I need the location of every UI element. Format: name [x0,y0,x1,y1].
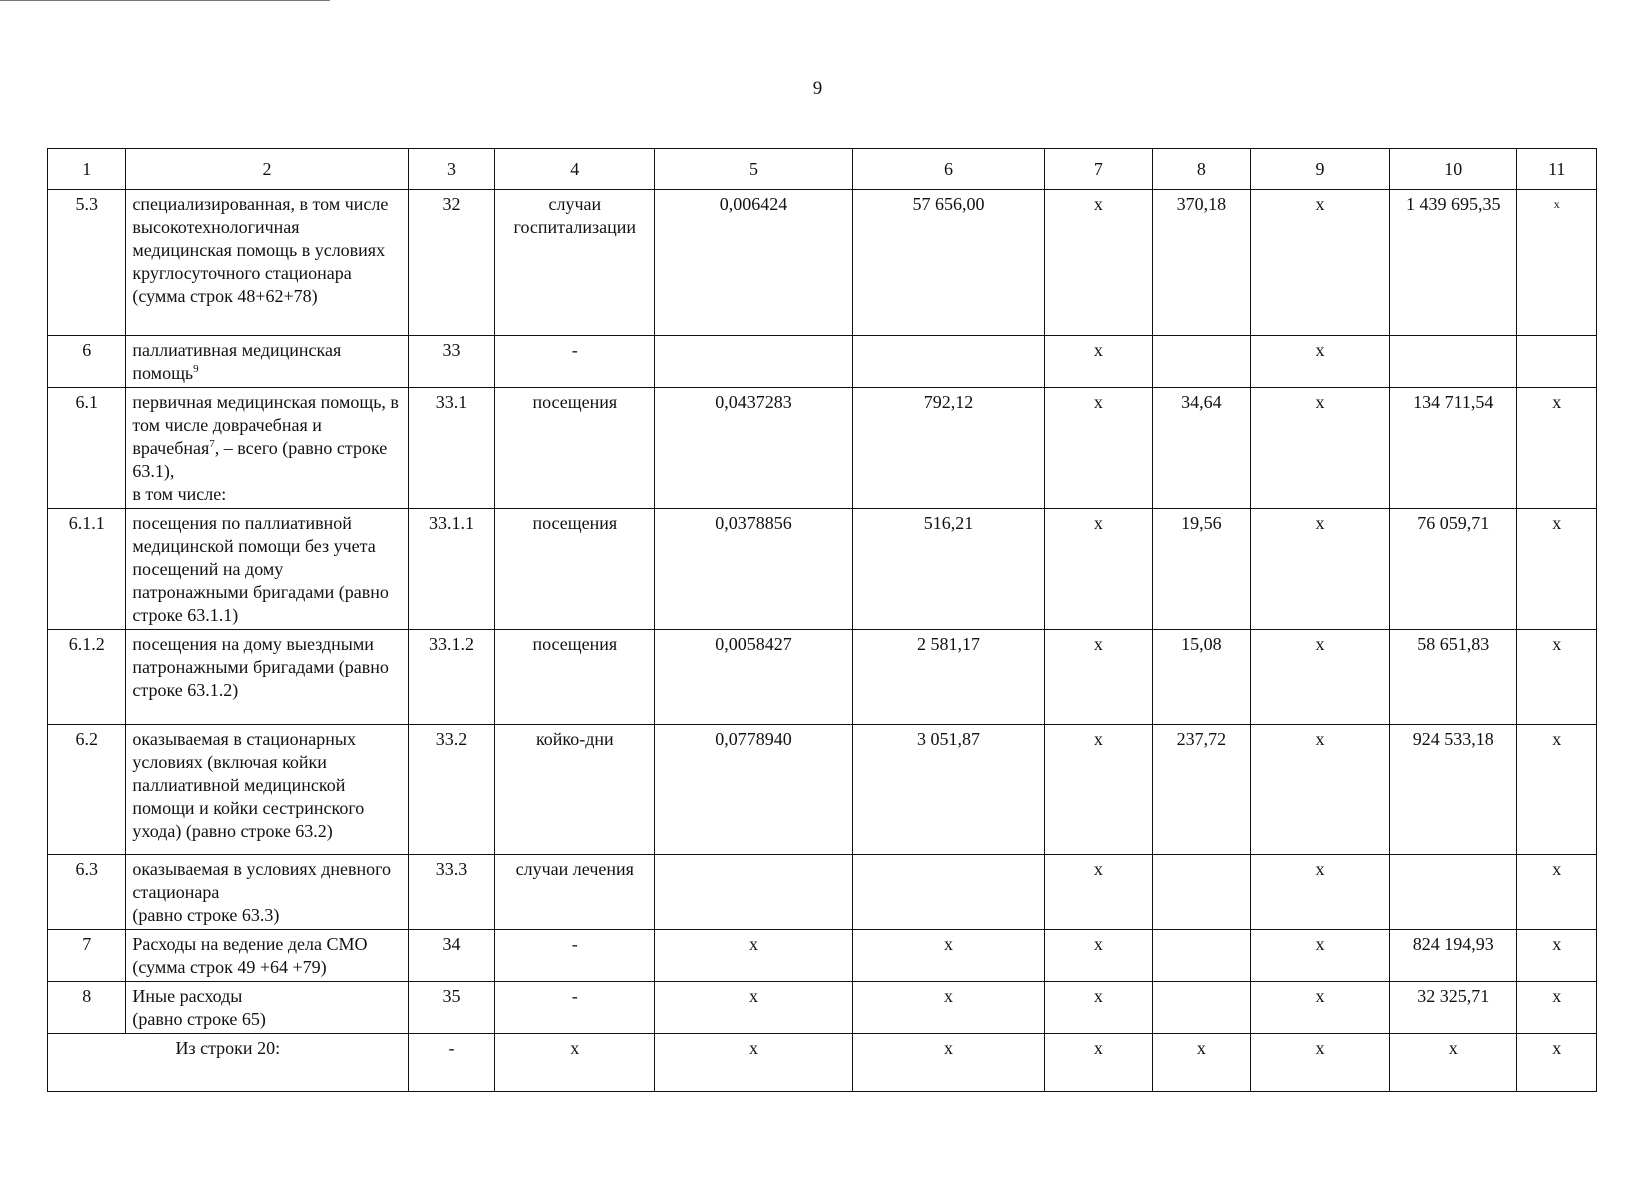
row-col11: х [1517,630,1597,725]
footer-col11: х [1517,1034,1597,1092]
row-name-text: в том числе: [132,484,227,504]
row-unit: посещения [495,388,655,509]
row-col9: х [1250,630,1389,725]
row-col11: х [1517,930,1597,982]
row-cost [852,336,1044,388]
row-number: 6.1 [48,388,126,509]
table-row [48,725,1597,855]
row-cost: 2 581,17 [852,630,1044,725]
row-name-text: (равно строке 63.3) [132,905,280,925]
row-col7: х [1045,509,1153,630]
row-number: 6.2 [48,725,126,855]
footer-norm: х [655,1034,853,1092]
row-unit: посещения [495,630,655,725]
table-row [48,336,1597,388]
row-line-code: 33.1.1 [408,509,495,630]
table-row [48,509,1597,630]
footer-col9: х [1250,1034,1389,1092]
row-col8 [1152,930,1250,982]
row-line-code: 33.2 [408,725,495,855]
row-norm [655,855,853,930]
row-unit: койко-дни [495,725,655,855]
row-col11: х [1517,725,1597,855]
row-col8: 34,64 [1152,388,1250,509]
row-unit: - [495,982,655,1034]
row-number: 8 [48,982,126,1034]
footnote-mark: 9 [193,363,199,375]
row-col11: х [1517,388,1597,509]
row-col8: 370,18 [1152,190,1250,336]
header-cell: 6 [852,149,1044,190]
row-name [126,982,408,1034]
row-col11: х [1517,982,1597,1034]
row-name-text: , – всего (равно строке 63.1), [132,438,388,481]
row-cost: 792,12 [852,388,1044,509]
row-line-code: 33.3 [408,855,495,930]
table-row [48,630,1597,725]
row-col7: х [1045,855,1153,930]
row-cost: 3 051,87 [852,725,1044,855]
row-cost: х [852,930,1044,982]
header-cell: 1 [48,149,126,190]
row-number: 6.1.2 [48,630,126,725]
data-table [47,148,1597,1092]
header-cell: 10 [1389,149,1517,190]
row-line-code: 33.1 [408,388,495,509]
header-cell: 4 [495,149,655,190]
row-col9: х [1250,982,1389,1034]
row-col9: х [1250,509,1389,630]
row-name-text: Иные расходы [132,986,243,1006]
row-col9: х [1250,725,1389,855]
row-norm: 0,006424 [655,190,853,336]
row-name-text: паллиативная медицинская помощь [132,340,342,383]
row-line-code: 35 [408,982,495,1034]
table-row [48,855,1597,930]
row-col7: х [1045,982,1153,1034]
row-col8 [1152,855,1250,930]
row-col9: х [1250,336,1389,388]
header-cell: 7 [1045,149,1153,190]
row-name [126,336,408,388]
row-col10: 924 533,18 [1389,725,1517,855]
header-cell: 3 [408,149,495,190]
row-name-text: оказываемая в условиях дневного стационара [132,859,392,902]
row-col10: 76 059,71 [1389,509,1517,630]
row-cost: 57 656,00 [852,190,1044,336]
footer-cost: х [852,1034,1044,1092]
row-col7: х [1045,336,1153,388]
page-number: 9 [812,78,823,99]
row-name-text: (равно строке 65) [132,1009,266,1029]
row-norm: 0,0778940 [655,725,853,855]
row-col9: х [1250,855,1389,930]
table-row [48,388,1597,509]
row-col8: 237,72 [1152,725,1250,855]
row-col10: 32 325,71 [1389,982,1517,1034]
row-norm: х [655,982,853,1034]
row-col11 [1517,336,1597,388]
row-col7: х [1045,725,1153,855]
header-cell: 11 [1517,149,1597,190]
row-col11: х [1517,509,1597,630]
row-col10 [1389,336,1517,388]
row-number: 6.3 [48,855,126,930]
row-col10: 58 651,83 [1389,630,1517,725]
row-col10 [1389,855,1517,930]
footer-line-code: - [408,1034,495,1092]
header-cell: 5 [655,149,853,190]
row-col8 [1152,982,1250,1034]
footer-unit: х [495,1034,655,1092]
footer-col7: х [1045,1034,1153,1092]
row-norm: х [655,930,853,982]
row-col8 [1152,336,1250,388]
row-col7: х [1045,630,1153,725]
table-footer-row [48,1034,1597,1092]
row-cost [852,855,1044,930]
row-col9: х [1250,388,1389,509]
footnote-mark: 7 [209,438,215,450]
row-name [126,388,408,509]
row-col11: х [1517,855,1597,930]
row-col10: 134 711,54 [1389,388,1517,509]
row-unit: - [495,930,655,982]
row-unit: - [495,336,655,388]
row-name-text: первичная медицинская помощь, в том числе доврачебная и врачебная [132,392,399,458]
row-number: 7 [48,930,126,982]
row-line-code: 32 [408,190,495,336]
row-cost: х [852,982,1044,1034]
row-norm: 0,0378856 [655,509,853,630]
header-cell: 9 [1250,149,1389,190]
row-col9: х [1250,190,1389,336]
row-number: 6 [48,336,126,388]
row-norm: 0,0058427 [655,630,853,725]
row-name: посещения по паллиативной медицинской помощи без учета посещений на дому патронажными бригадами (равно строке 63.1.1) [126,509,408,630]
table-row [48,982,1597,1034]
row-col8: 19,56 [1152,509,1250,630]
row-line-code: 33 [408,336,495,388]
row-number: 5.3 [48,190,126,336]
row-unit: случаи лечения [495,855,655,930]
header-cell: 2 [126,149,408,190]
row-name: оказываемая в стационарных условиях (включая койки паллиативной медицинской помощи и койки сестринского ухода) (равно строке 63.2) [126,725,408,855]
row-norm [655,336,853,388]
row-name: посещения на дому выездными патронажными бригадами (равно строке 63.1.2) [126,630,408,725]
row-norm: 0,0437283 [655,388,853,509]
row-col7: х [1045,388,1153,509]
table-row [48,930,1597,982]
table-header-row [48,149,1597,190]
row-name [126,855,408,930]
row-col11: х [1517,190,1597,336]
row-name: специализированная, в том числе высокотехнологичная медицинская помощь в условиях круглосуточного стационара (сумма строк 48+62+78) [126,190,408,336]
footer-label: Из строки 20: [48,1034,409,1092]
row-name: Расходы на ведение дела СМО (сумма строк 49 +64 +79) [126,930,408,982]
table-row [48,190,1597,336]
row-line-code: 33.1.2 [408,630,495,725]
row-number: 6.1.1 [48,509,126,630]
row-unit: посещения [495,509,655,630]
row-col7: х [1045,930,1153,982]
row-line-code: 34 [408,930,495,982]
row-col10: 1 439 695,35 [1389,190,1517,336]
row-unit: случаи госпитализации [495,190,655,336]
row-col8: 15,08 [1152,630,1250,725]
footer-col8: х [1152,1034,1250,1092]
row-col7: х [1045,190,1153,336]
row-col10: 824 194,93 [1389,930,1517,982]
top-rule [0,0,330,1]
footer-col10: х [1389,1034,1517,1092]
row-cost: 516,21 [852,509,1044,630]
header-cell: 8 [1152,149,1250,190]
row-col9: х [1250,930,1389,982]
